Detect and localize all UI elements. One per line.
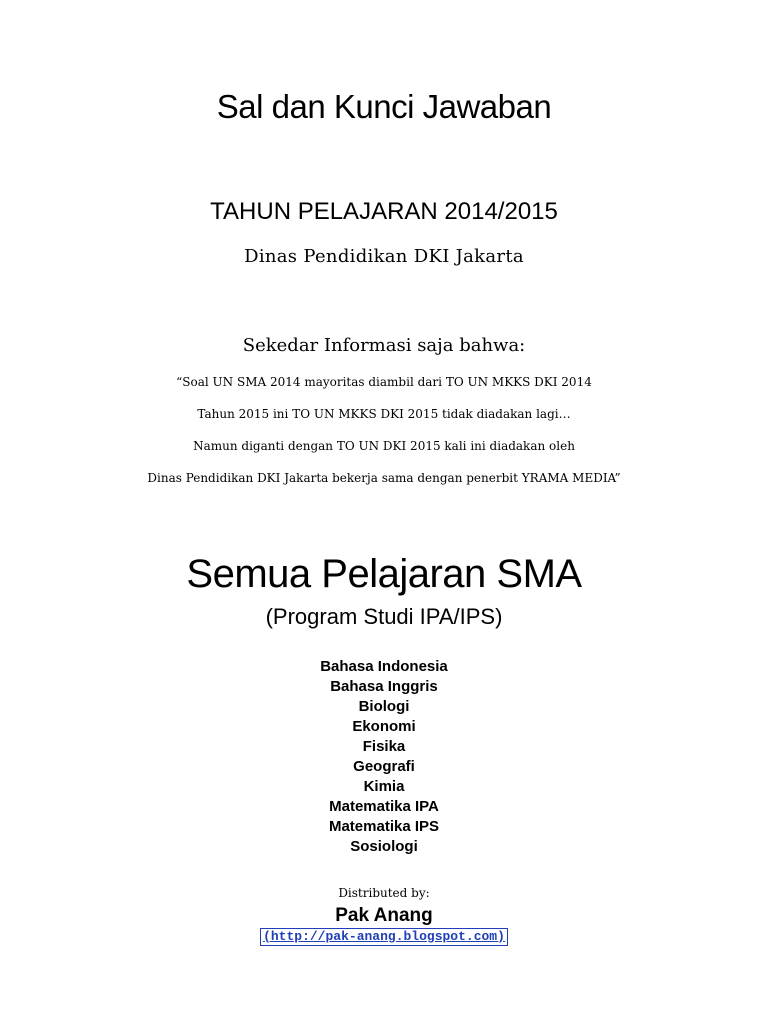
info-line: “Soal UN SMA 2014 mayoritas diambil dari TO UN MKKS DKI 2014 [176,375,592,389]
program-subtitle: (Program Studi IPA/IPS) [265,604,503,629]
author-blog-link[interactable] [260,928,508,946]
main-heading: Semua Pelajaran SMA [186,552,582,596]
document-title: Sal dan Kunci Jawaban [216,88,552,125]
link-open-paren: ( [263,929,271,944]
issuer-text: Dinas Pendidikan DKI Jakarta [244,246,524,267]
info-line: Dinas Pendidikan DKI Jakarta bekerja sama dengan penerbit YRAMA MEDIA” [147,471,621,485]
link-close-paren: ) [497,929,505,944]
subject-item: Bahasa Indonesia [320,658,448,675]
info-line: Namun diganti dengan TO UN DKI 2015 kali ini diadakan oleh [193,439,575,453]
subject-item: Bahasa Inggris [330,678,438,695]
distributed-label: Distributed by: [338,886,430,900]
subject-item: Kimia [363,778,405,795]
subject-item: Fisika [362,738,406,755]
author-name: Pak Anang [335,905,433,926]
info-line: Tahun 2015 ini TO UN MKKS DKI 2015 tidak diadakan lagi… [197,407,571,421]
year-heading: TAHUN PELAJARAN 2014/2015 [210,198,558,225]
subject-item: Matematika IPA [329,798,439,815]
subject-item: Biologi [358,698,410,715]
link-url-text[interactable]: http://pak-anang.blogspot.com [270,929,498,944]
info-heading: Sekedar Informasi saja bahwa: [242,335,526,356]
subject-item: Sosiologi [350,838,418,855]
subject-item: Matematika IPS [328,818,440,835]
subject-item: Ekonomi [352,718,416,735]
author-link-wrapper [0,930,768,943]
subject-item: Geografi [353,758,415,775]
